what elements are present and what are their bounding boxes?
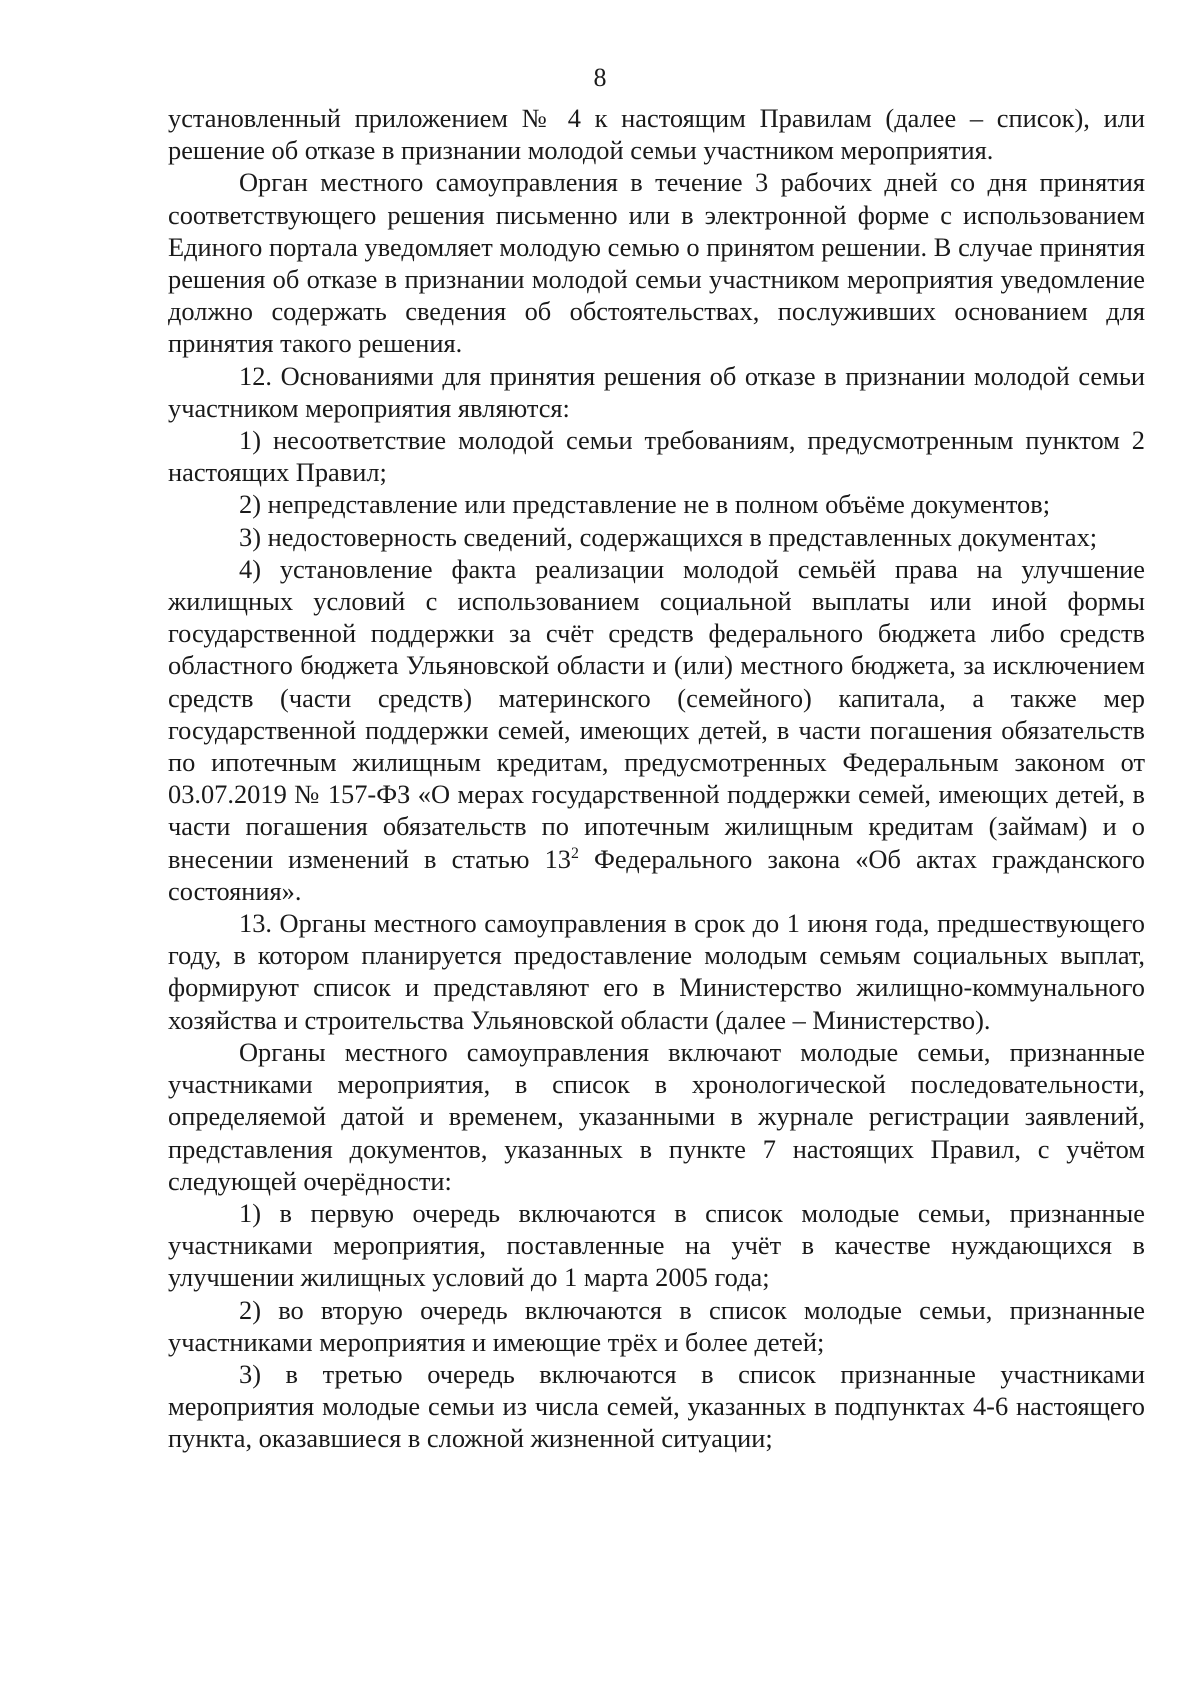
paragraph-13-item-2: 2) во вторую очередь включаются в список молодые семьи, признанные участниками мероприятия и имеющие трёх и более детей; (168, 1294, 1145, 1357)
paragraph-12-item-4-tail: Федерального закона «Об актах гражданского состояния». (168, 843, 1145, 906)
document-body (168, 102, 1145, 1455)
paragraph-12-refusal-grounds: 12. Основаниями для принятия решения об отказе в признании молодой семьи участником мероприятия являются: (168, 360, 1145, 423)
paragraph-12-item-2: 2) непредставление или представление не в полном объёме документов; (239, 489, 1051, 520)
paragraph-12-item-3: 3) недостоверность сведений, содержащихся в представленных документах; (239, 521, 1098, 552)
page-number: 8 (593, 63, 607, 92)
paragraph-13-list-order: Органы местного самоуправления включают молодые семьи, признанные участниками мероприятия, в список в хронологической последовательности, определяемой датой и временем, указанными в журнале регистрации заявлений, представления документов, указанных в пункте 7 настоящих Правил, с учётом следующей очерёдности: (168, 1036, 1145, 1196)
paragraph-13: 13. Органы местного самоуправления в срок до 1 июня года, предшествующего году, в котором планируется предоставление молодым семьям социальных выплат, формируют список и представляют его в Министерство жилищно-коммунального хозяйства и строительства Ульяновской области (далее – Министерство). (168, 908, 1145, 1035)
paragraph-list-definition: установленный приложением № 4 к настоящим Правилам (далее – список), или решение об отказе в признании молодой семьи участником мероприятия. (168, 103, 1145, 166)
superscript: 2 (570, 844, 579, 862)
paragraph-13-item-3: 3) в третью очередь включаются в список признанные участниками мероприятия молодые семьи из числа семей, указанных в подпунктах 4-6 настоящего пункта, оказавшиеся в сложной жизненной ситуации; (168, 1358, 1145, 1454)
paragraph-12-item-1: 1) несоответствие молодой семьи требованиям, предусмотренным пунктом 2 настоящих Правил; (168, 425, 1145, 488)
paragraph-12-item-4 (168, 553, 1145, 907)
paragraph-13-item-1: 1) в первую очередь включаются в список молодые семьи, признанные участниками мероприятия, поставленные на учёт в качестве нуждающихся в улучшении жилищных условий до 1 марта 2005 года; (168, 1197, 1145, 1293)
paragraph-notification: Орган местного самоуправления в течение 3 рабочих дней со дня принятия соответствующего решения письменно или в электронной форме с использованием Единого портала уведомляет молодую семью о принятом решении. В случае принятия решения об отказе в признании молодой семьи участником мероприятия уведомление должно содержать сведения об обстоятельствах, послуживших основанием для принятия такого решения. (168, 167, 1145, 359)
paragraph-12-item-4-text: 4) установление факта реализации молодой семьёй права на улучшение жилищных условий с использованием социальной выплаты или иной формы государственной поддержки за счёт средств федерального бюджета либо средств областного бюджета Ульяновской области и (или) местного бюджета, за исключением средств (части средств) материнского (семейного) капитала, а также мер государственной поддержки семей, имеющих детей, в части погашения обязательств по ипотечным жилищным кредитам, предусмотренных Федеральным законом от 03.07.2019 № 157-ФЗ «О мерах государственной поддержки семей, имеющих детей, в части погашения обязательств по ипотечным жилищным кредитам (займам) и о внесении изменений в статью 13 (168, 553, 1145, 874)
